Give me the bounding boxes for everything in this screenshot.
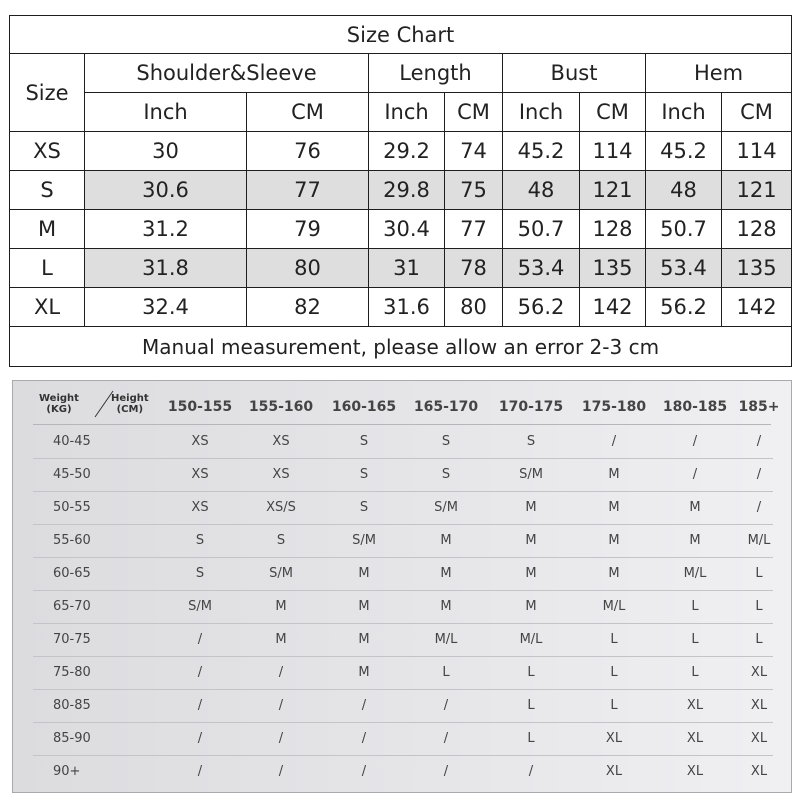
recommended-size-cell: M: [358, 665, 370, 680]
measurement-cell: 128: [580, 210, 646, 249]
weight-range-label: 50-55: [53, 500, 91, 515]
recommended-size-cell: L: [691, 599, 699, 614]
weight-axis-label: Weight (KG): [39, 393, 79, 415]
recommended-size-cell: XS: [272, 467, 290, 482]
recommended-size-cell: /: [611, 434, 617, 449]
recommended-size-cell: XL: [686, 764, 704, 779]
recommended-size-cell: S: [359, 467, 369, 482]
recommended-size-cell: M: [440, 566, 452, 581]
height-range-header: 185+: [738, 399, 780, 415]
recommended-size-cell: /: [197, 731, 203, 746]
weight-range-label: 60-65: [53, 566, 91, 581]
recommended-size-cell: XS: [272, 434, 290, 449]
weight-row: [13, 723, 793, 756]
measurement-cell: 50.7: [646, 210, 722, 249]
measurement-cell: 121: [580, 171, 646, 210]
measurement-cell: 76: [247, 132, 369, 171]
recommended-size-cell: /: [197, 698, 203, 713]
recommended-size-cell: L: [442, 665, 450, 680]
recommended-size-cell: L: [610, 665, 618, 680]
recommended-size-cell: M: [525, 599, 537, 614]
recommended-size-cell: /: [278, 665, 284, 680]
measurement-cell: 45.2: [646, 132, 722, 171]
measurement-cell: 121: [722, 171, 792, 210]
size-name-cell: M: [10, 210, 85, 249]
recommended-size-cell: /: [197, 665, 203, 680]
measurement-cell: 53.4: [503, 249, 580, 288]
recommended-size-cell: L: [755, 599, 763, 614]
recommended-size-cell: S/M: [352, 533, 376, 548]
recommended-size-cell: S/M: [269, 566, 293, 581]
recommended-size-cell: XS: [191, 434, 209, 449]
weight-row: [13, 459, 793, 492]
size-row: [10, 132, 792, 171]
height-range-header: 175-180: [581, 399, 647, 415]
unit-header: Inch: [369, 93, 445, 132]
measurement-cell: 74: [445, 132, 503, 171]
recommended-size-cell: /: [361, 764, 367, 779]
size-chart: [9, 15, 791, 373]
weight-row: [13, 624, 793, 657]
weight-row: [13, 657, 793, 690]
recommended-size-cell: L: [691, 632, 699, 647]
measurement-cell: 48: [503, 171, 580, 210]
measurement-cell: 142: [580, 288, 646, 327]
recommended-size-cell: M: [525, 566, 537, 581]
measurement-cell: 31.8: [85, 249, 247, 288]
recommended-size-cell: M: [689, 533, 701, 548]
recommended-size-cell: /: [692, 434, 698, 449]
header-divider: [33, 424, 771, 425]
size-chart-table: [9, 15, 792, 367]
recommended-size-cell: M/L: [519, 632, 543, 647]
recommended-size-cell: M: [358, 599, 370, 614]
recommended-size-cell: M: [275, 632, 287, 647]
recommended-size-cell: /: [278, 698, 284, 713]
weight-row: [13, 426, 793, 459]
recommended-size-cell: M: [525, 500, 537, 515]
recommended-size-cell: XL: [686, 731, 704, 746]
recommended-size-cell: L: [527, 698, 535, 713]
measurement-cell: 128: [722, 210, 792, 249]
weight-height-chart: [12, 380, 792, 793]
recommended-size-cell: XL: [750, 764, 768, 779]
measurement-cell: 30.6: [85, 171, 247, 210]
recommended-size-cell: /: [692, 467, 698, 482]
recommended-size-cell: /: [197, 764, 203, 779]
recommended-size-cell: S: [195, 566, 205, 581]
size-row: [10, 210, 792, 249]
height-range-header: 170-175: [498, 399, 564, 415]
size-name-cell: L: [10, 249, 85, 288]
size-chart-title: Size Chart: [10, 16, 792, 54]
weight-row: [13, 525, 793, 558]
recommended-size-cell: M: [358, 566, 370, 581]
measurement-cell: 31: [369, 249, 445, 288]
size-name-cell: XS: [10, 132, 85, 171]
unit-header: CM: [722, 93, 792, 132]
size-row: [10, 288, 792, 327]
weight-row: [13, 756, 793, 789]
height-axis-label: Height (CM): [111, 393, 149, 415]
measurement-cell: 56.2: [503, 288, 580, 327]
recommended-size-cell: XL: [750, 731, 768, 746]
weight-range-label: 40-45: [53, 434, 91, 449]
weight-range-label: 75-80: [53, 665, 91, 680]
recommended-size-cell: /: [443, 764, 449, 779]
group-header-shoulder-sleeve: Shoulder&Sleeve: [85, 54, 369, 93]
measurement-note: Manual measurement, please allow an error 2-3 cm: [10, 327, 792, 367]
recommended-size-cell: /: [443, 731, 449, 746]
unit-header: CM: [247, 93, 369, 132]
recommended-size-cell: /: [197, 632, 203, 647]
measurement-cell: 80: [445, 288, 503, 327]
unit-header: Inch: [85, 93, 247, 132]
measurement-cell: 80: [247, 249, 369, 288]
recommended-size-cell: M: [525, 533, 537, 548]
recommended-size-cell: XS: [191, 467, 209, 482]
recommended-size-cell: /: [361, 698, 367, 713]
recommended-size-cell: XS: [191, 500, 209, 515]
recommended-size-cell: /: [756, 467, 762, 482]
recommended-size-cell: /: [443, 698, 449, 713]
measurement-cell: 82: [247, 288, 369, 327]
recommended-size-cell: S: [276, 533, 286, 548]
height-range-header: 165-170: [413, 399, 479, 415]
group-header-bust: Bust: [503, 54, 646, 93]
unit-header: Inch: [646, 93, 722, 132]
measurement-cell: 48: [646, 171, 722, 210]
size-name-cell: XL: [10, 288, 85, 327]
measurement-cell: 75: [445, 171, 503, 210]
unit-header: Inch: [503, 93, 580, 132]
recommended-size-cell: M: [689, 500, 701, 515]
measurement-cell: 114: [580, 132, 646, 171]
measurement-cell: 77: [445, 210, 503, 249]
recommended-size-cell: L: [755, 566, 763, 581]
recommended-size-cell: S: [441, 434, 451, 449]
recommended-size-cell: M: [440, 533, 452, 548]
group-header-length: Length: [369, 54, 503, 93]
measurement-cell: 45.2: [503, 132, 580, 171]
measurement-cell: 135: [722, 249, 792, 288]
recommended-size-cell: S: [526, 434, 536, 449]
recommended-size-cell: S/M: [188, 599, 212, 614]
recommended-size-cell: M: [358, 632, 370, 647]
recommended-size-cell: L: [691, 665, 699, 680]
recommended-size-cell: M: [608, 500, 620, 515]
height-range-header: 160-165: [331, 399, 397, 415]
size-name-cell: S: [10, 171, 85, 210]
weight-row: [13, 558, 793, 591]
recommended-size-cell: L: [610, 632, 618, 647]
unit-header: CM: [580, 93, 646, 132]
measurement-cell: 53.4: [646, 249, 722, 288]
group-header-hem: Hem: [646, 54, 792, 93]
measurement-cell: 32.4: [85, 288, 247, 327]
recommended-size-cell: M: [608, 566, 620, 581]
measurement-cell: 30.4: [369, 210, 445, 249]
recommended-size-cell: M: [608, 467, 620, 482]
measurement-cell: 78: [445, 249, 503, 288]
measurement-cell: 142: [722, 288, 792, 327]
recommended-size-cell: M/L: [434, 632, 458, 647]
recommended-size-cell: M: [275, 599, 287, 614]
measurement-cell: 29.2: [369, 132, 445, 171]
weight-range-label: 70-75: [53, 632, 91, 647]
recommended-size-cell: M: [608, 533, 620, 548]
recommended-size-cell: L: [527, 665, 535, 680]
size-row: [10, 249, 792, 288]
measurement-cell: 31.2: [85, 210, 247, 249]
size-column-header: Size: [10, 54, 85, 132]
measurement-cell: 31.6: [369, 288, 445, 327]
recommended-size-cell: /: [278, 764, 284, 779]
recommended-size-cell: /: [756, 500, 762, 515]
recommended-size-cell: /: [278, 731, 284, 746]
weight-range-label: 90+: [53, 764, 81, 779]
measurement-cell: 30: [85, 132, 247, 171]
measurement-cell: 50.7: [503, 210, 580, 249]
weight-row: [13, 492, 793, 525]
recommended-size-cell: XS/S: [266, 500, 296, 515]
recommended-size-cell: S: [441, 467, 451, 482]
recommended-size-cell: /: [361, 731, 367, 746]
recommended-size-cell: S/M: [434, 500, 458, 515]
recommended-size-cell: S: [195, 533, 205, 548]
recommended-size-cell: XL: [605, 731, 623, 746]
measurement-cell: 79: [247, 210, 369, 249]
recommended-size-cell: M: [440, 599, 452, 614]
height-range-header: 155-160: [248, 399, 314, 415]
recommended-size-cell: M/L: [747, 533, 771, 548]
measurement-cell: 29.8: [369, 171, 445, 210]
height-range-header: 180-185: [662, 399, 728, 415]
weight-range-label: 45-50: [53, 467, 91, 482]
recommended-size-cell: S/M: [519, 467, 543, 482]
recommended-size-cell: XL: [686, 698, 704, 713]
recommended-size-cell: L: [610, 698, 618, 713]
measurement-cell: 114: [722, 132, 792, 171]
weight-row: [13, 690, 793, 723]
unit-header: CM: [445, 93, 503, 132]
corner-header: [17, 385, 157, 421]
recommended-size-cell: M/L: [602, 599, 626, 614]
measurement-cell: 135: [580, 249, 646, 288]
weight-range-label: 85-90: [53, 731, 91, 746]
recommended-size-cell: L: [527, 731, 535, 746]
size-row: [10, 171, 792, 210]
recommended-size-cell: /: [756, 434, 762, 449]
recommended-size-cell: XL: [750, 665, 768, 680]
height-range-header: 150-155: [167, 399, 233, 415]
recommended-size-cell: S: [359, 434, 369, 449]
measurement-cell: 77: [247, 171, 369, 210]
recommended-size-cell: /: [528, 764, 534, 779]
recommended-size-cell: L: [755, 632, 763, 647]
recommended-size-cell: XL: [750, 698, 768, 713]
weight-range-label: 65-70: [53, 599, 91, 614]
recommended-size-cell: S: [359, 500, 369, 515]
recommended-size-cell: XL: [605, 764, 623, 779]
measurement-cell: 56.2: [646, 288, 722, 327]
recommended-size-cell: M/L: [683, 566, 707, 581]
weight-range-label: 55-60: [53, 533, 91, 548]
weight-range-label: 80-85: [53, 698, 91, 713]
weight-row: [13, 591, 793, 624]
